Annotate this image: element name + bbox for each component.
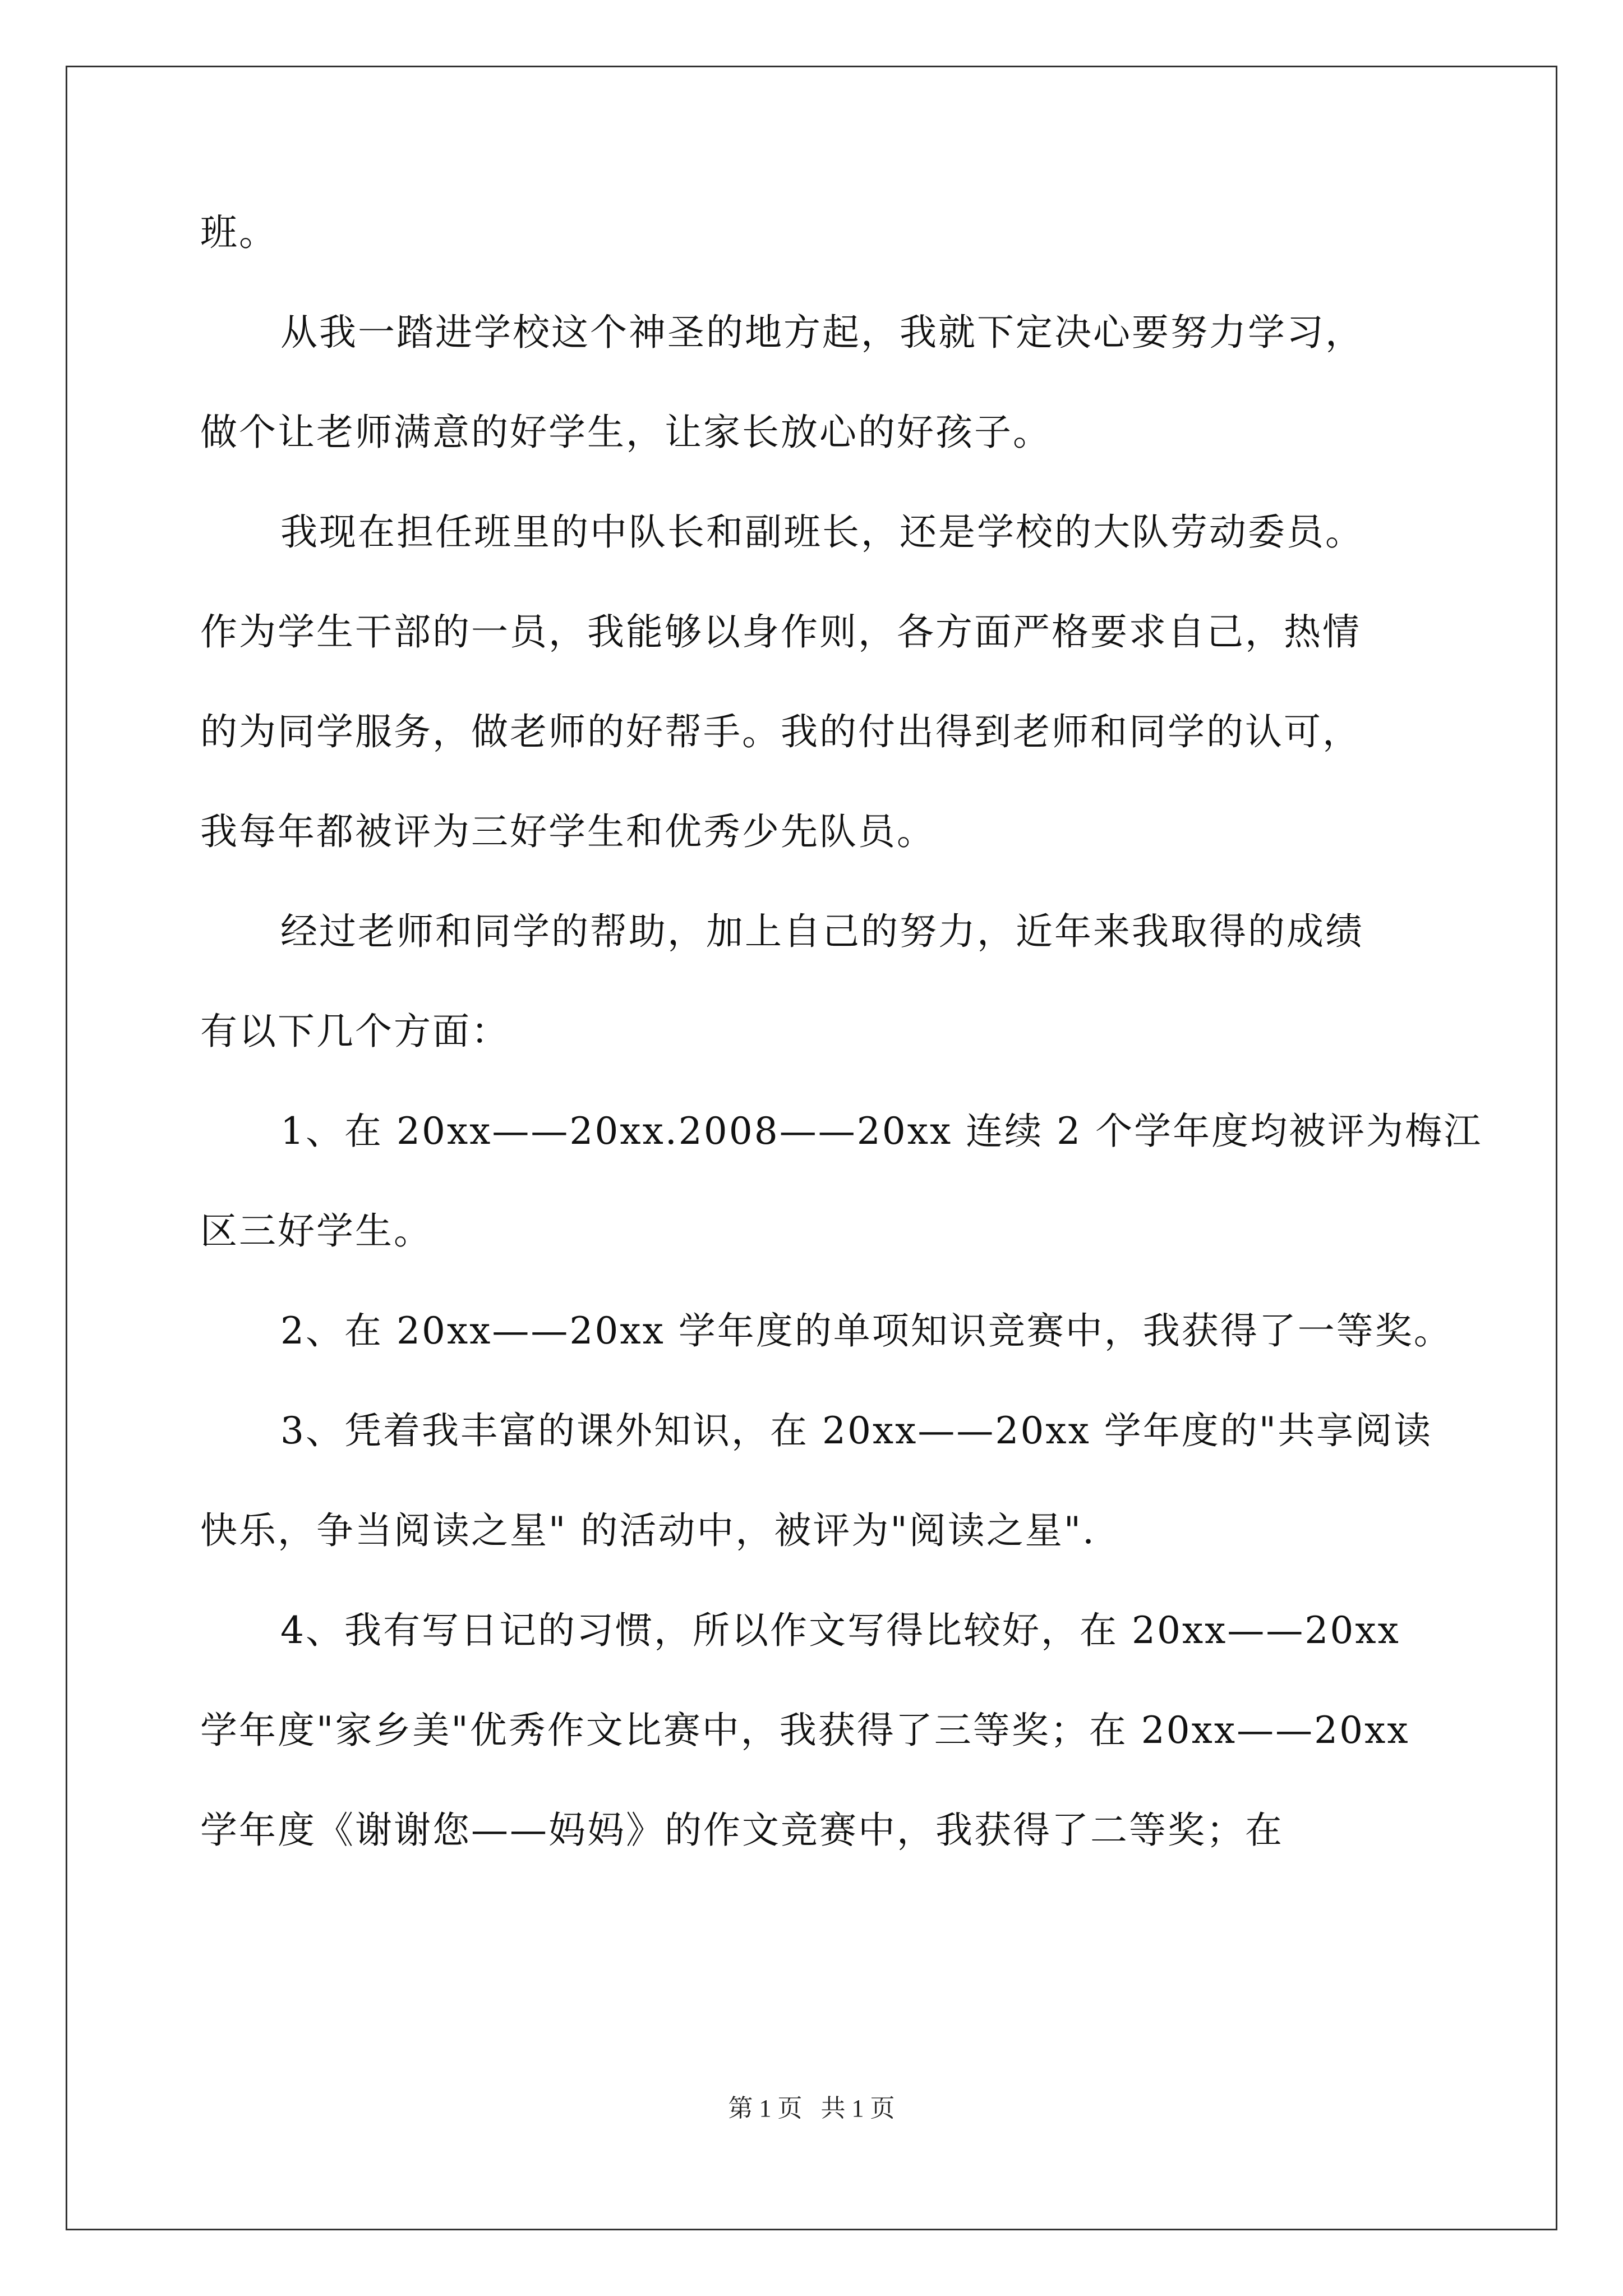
text-line: 的为同学服务，做老师的好帮手。我的付出得到老师和同学的认可，: [200, 710, 1361, 753]
text-line: 学年度《谢谢您——妈妈》的作文竞赛中，我获得了二等奖；在: [200, 1809, 1284, 1852]
text-line: 经过老师和同学的帮助，加上自己的努力，近年来我取得的成绩: [280, 910, 1364, 953]
text-line: 4、我有写日记的习惯，所以作文写得比较好，在 20xx——20xx: [280, 1609, 1400, 1652]
text-line: 做个让老师满意的好学生，让家长放心的好孩子。: [200, 411, 1052, 454]
text-line: 我现在担任班里的中队长和副班长，还是学校的大队劳动委员。: [280, 510, 1364, 554]
page-footer: 第 1 页 共 1 页: [728, 2095, 895, 2122]
text-line: 作为学生干部的一员，我能够以身作则，各方面严格要求自己，热情: [200, 610, 1361, 654]
text-line: 区三好学生。: [200, 1209, 432, 1253]
text-line: 快乐，争当阅读之星" 的活动中，被评为"阅读之星".: [200, 1509, 1096, 1552]
text-line: 3、凭着我丰富的课外知识，在 20xx——20xx 学年度的"共享阅读: [280, 1409, 1433, 1452]
text-line: 学年度"家乡美"优秀作文比赛中，我获得了三等奖；在 20xx——20xx: [200, 1709, 1410, 1752]
text-line: 有以下几个方面：: [200, 1010, 510, 1053]
text-line: 1、在 20xx——20xx.2008——20xx 连续 2 个学年度均被评为梅江: [280, 1110, 1483, 1153]
text-line: 我每年都被评为三好学生和优秀少先队员。: [200, 810, 935, 853]
text-line: 班。: [200, 211, 278, 254]
text-line: 2、在 20xx——20xx 学年度的单项知识竞赛中，我获得了一等奖。: [280, 1309, 1453, 1352]
text-line: 从我一踏进学校这个神圣的地方起，我就下定决心要努力学习，: [280, 311, 1364, 354]
